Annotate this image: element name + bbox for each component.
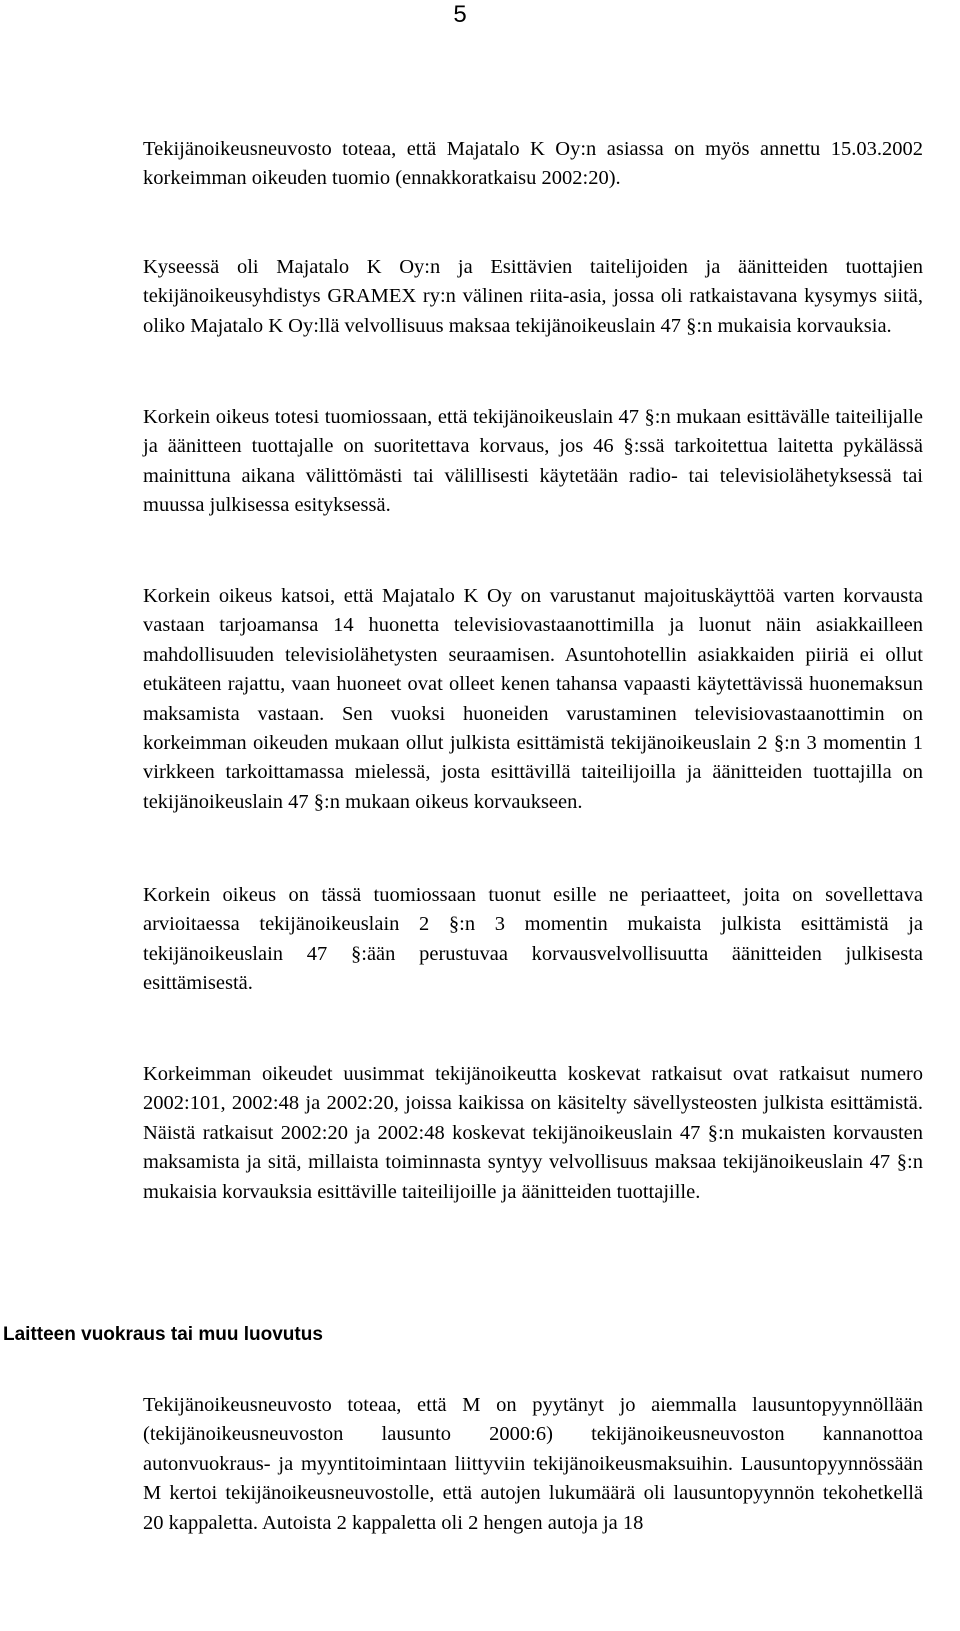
paragraph-7: Tekijänoikeusneuvosto toteaa, että M on pyytänyt jo aiemmalla lausuntopyynnöllään (tekijänoikeusneuvoston lausunto 2000:6) tekijänoikeusneuvoston kannanottoa autonvuokraus- ja myyntitoimintaan liittyviin tekijänoikeusmaksuihin. Lausuntopyynnössään M kertoi tekijänoikeusneuvostolle, että autojen lukumäärä oli lausuntopyynnön tekohetkellä 20 kappaletta. Autoista 2 kappaletta oli 2 hengen autoja ja 18 <box>143 1394 923 1534</box>
section-heading: Laitteen vuokraus tai muu luovutus <box>3 1324 323 1345</box>
paragraph-2: Kyseessä oli Majatalo K Oy:n ja Esittävien taitelijoiden ja äänitteiden tuottajien tekijänoikeusyhdistys GRAMEX ry:n välinen riita-asia, jossa oli ratkaistavana kysymys siitä, oliko Majatalo K Oy:llä velvollisuus maksaa tekijänoikeuslain 47 §:n mukaisia korvauksia. <box>143 256 923 337</box>
paragraph-5: Korkein oikeus on tässä tuomiossaan tuonut esille ne periaatteet, joita on sovellettava arvioitaessa tekijänoikeuslain 2 §:n 3 momentin mukaista julkista esittämistä ja tekijänoikeuslain 47 §:ään perustuvaa korvausvelvollisuutta äänitteiden julkisesta esittämisestä. <box>143 884 923 995</box>
paragraph-1: Tekijänoikeusneuvosto toteaa, että Majatalo K Oy:n asiassa on myös annettu 15.03.2002 korkeimman oikeuden tuomio (ennakkoratkaisu 2002:20). <box>143 138 923 190</box>
paragraph-3: Korkein oikeus totesi tuomiossaan, että tekijänoikeuslain 47 §:n mukaan esittävälle taiteilijalle ja äänitteen tuottajalle on suoritettava korvaus, jos 46 §:ssä tarkoitettua laitetta pykälässä mainittuna aikana välittömästi tai välillisesti käytetään radio- tai televisiolähetyksessä tai muussa julkisessa esityksessä. <box>143 406 923 517</box>
paragraph-6: Korkeimman oikeudet uusimmat tekijänoikeutta koskevat ratkaisut ovat ratkaisut numero 2002:101, 2002:48 ja 2002:20, joissa kaikissa on käsitelty sävellysteosten julkista esittämistä. Näistä ratkaisut 2002:20 ja 2002:48 koskevat tekijänoikeuslain 47 §:n mukaisten korvausten maksamista ja sitä, millaista toiminnasta syntyy velvollisuus maksaa tekijänoikeuslain 47 §:n mukaisia korvauksia esittäville taiteilijoille ja äänitteiden tuottajille. <box>143 1063 923 1203</box>
paragraph-4: Korkein oikeus katsoi, että Majatalo K Oy on varustanut majoituskäyttöä varten korvausta vastaan tarjoamansa 14 huonetta televisiovastaanottimilla ja luonut näin asiakkailleen mahdollisuuden televisiolähetysten seuraamisen. Asuntohotellin asiakkaiden piiriä ei ollut etukäteen rajattu, vaan huoneet ovat olleet kenen tahansa vapaasti käytettävissä huonemaksun maksamista vastaan. Sen vuoksi huoneiden varustaminen televisiovastaanottimin on korkeimman oikeuden mukaan ollut julkista esittämistä tekijänoikeuslain 2 §:n 3 momentin 1 virkkeen tarkoittamassa mielessä, josta esittävillä taiteilijoilla ja äänitteiden tuottajilla on tekijänoikeuslain 47 §:n mukaan oikeus korvaukseen. <box>143 585 923 813</box>
page-number: 5 <box>453 1 467 28</box>
